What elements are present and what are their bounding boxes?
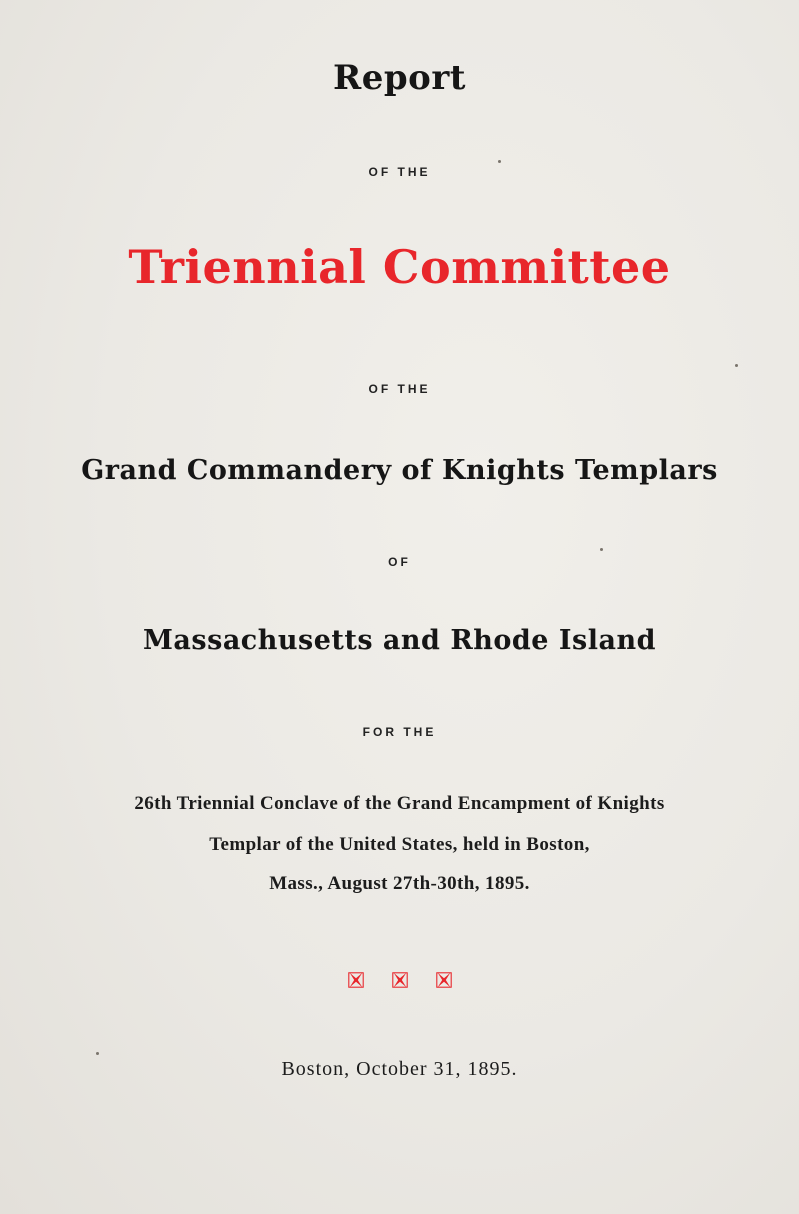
paper-speck (735, 364, 738, 367)
paper-speck (600, 548, 603, 551)
paper-speck (498, 160, 501, 163)
cross-patee-icon (435, 971, 453, 989)
cross-patee-icon (391, 971, 409, 989)
subheading-of: OF (388, 555, 411, 569)
ornament-crosses (0, 971, 799, 989)
cross-patee-icon (347, 971, 365, 989)
imprint-date: Boston, October 31, 1895. (281, 1058, 518, 1080)
heading-report: Report (333, 58, 466, 98)
subheading-of-the-1: OF THE (368, 165, 431, 179)
paper-speck (96, 1052, 99, 1055)
conclave-line-3: Mass., August 27th-30th, 1895. (269, 873, 530, 894)
heading-grand-commandery: Grand Commandery of Knights Templars (81, 455, 718, 486)
heading-triennial-committee: Triennial Committee (128, 240, 671, 294)
heading-massachusetts-rhode-island: Massachusetts and Rhode Island (143, 625, 656, 656)
conclave-line-1: 26th Triennial Conclave of the Grand Encampment of Knights (134, 793, 665, 814)
subheading-for-the: FOR THE (362, 725, 437, 739)
conclave-line-2: Templar of the United States, held in Boston, (209, 834, 590, 855)
subheading-of-the-2: OF THE (368, 382, 431, 396)
